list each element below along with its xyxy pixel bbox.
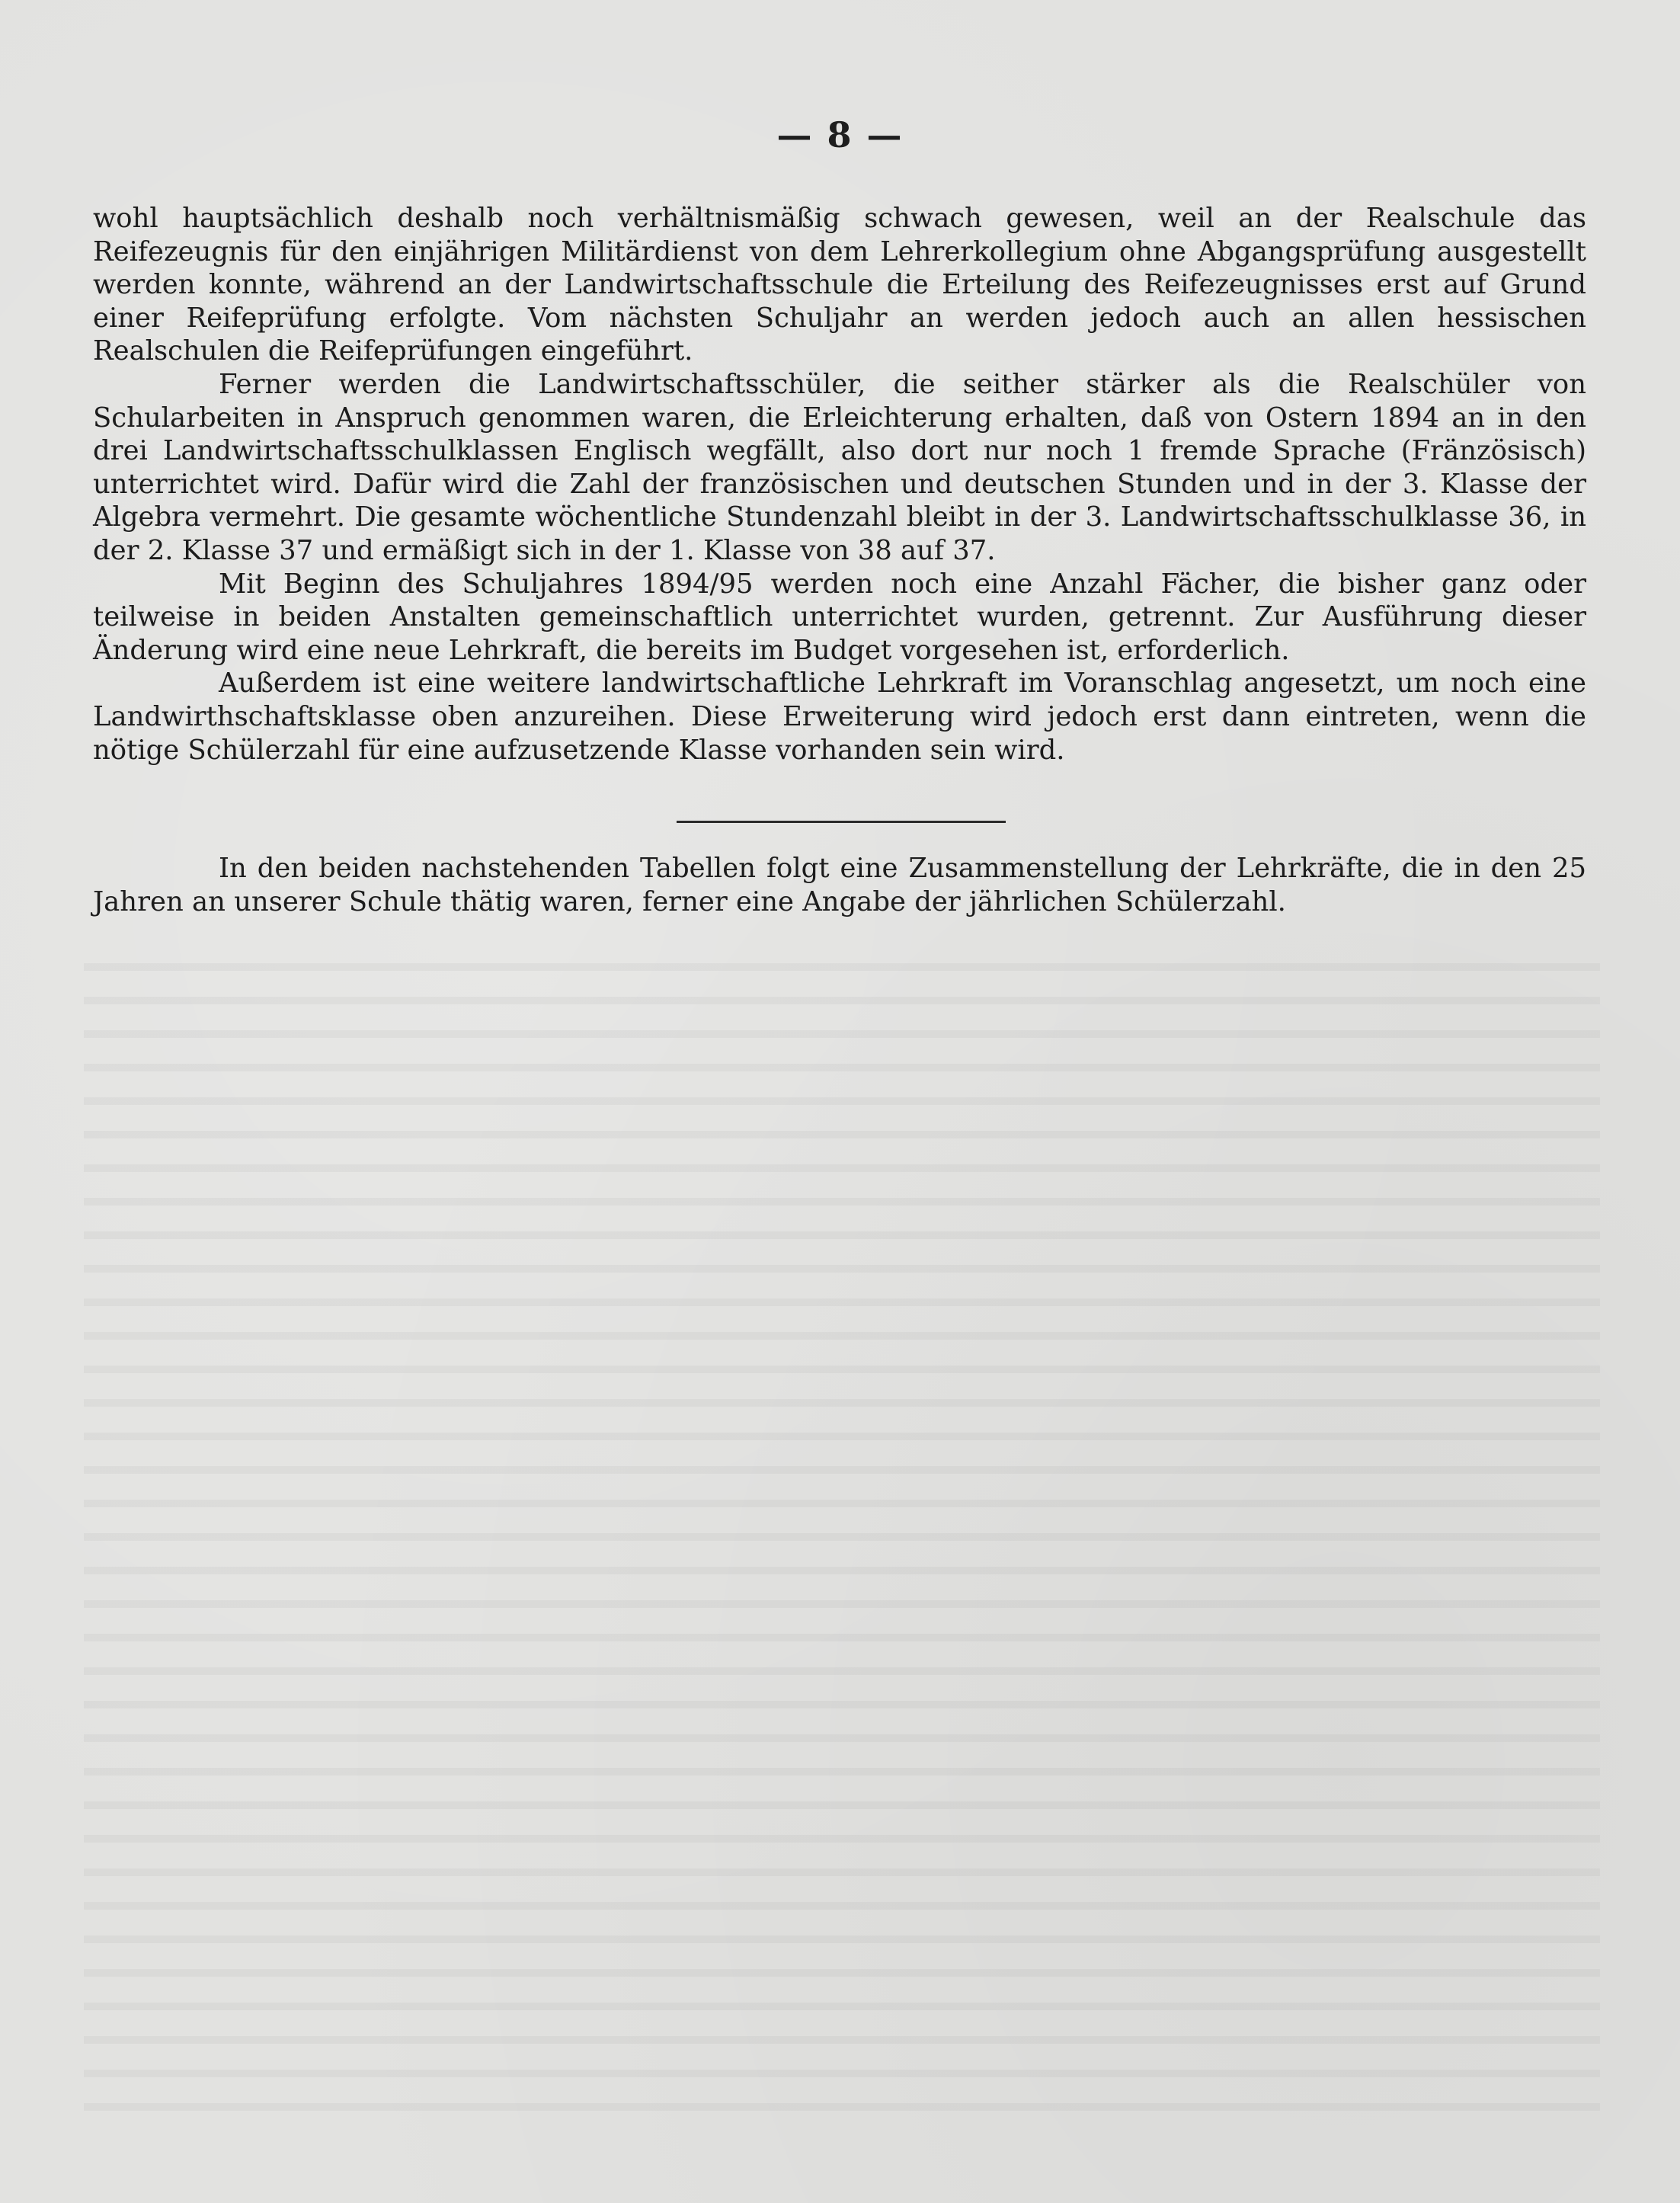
section-divider (677, 821, 1006, 823)
paragraph-tabellen: In den beiden nachstehenden Tabellen folgt eine Zusammenstellung der Lehrkräfte, die in den 25 Jahren an unserer Schule thätig waren, ferner eine Angabe der jährlichen Schülerzahl. (93, 853, 1586, 917)
page-number: — 8 — (776, 114, 904, 155)
paragraph-schuljahr-1894: Mit Beginn des Schuljahres 1894/95 werden noch eine Anzahl Fächer, die bisher ganz oder teilweise in beiden Anstalten gemeinschaftlich unterrichtet wurden, getrennt. Zur Ausführung dieser Änderung wird eine neue Lehrkraft, die bereits im Budget vorgesehen ist, erforderlich. (93, 568, 1586, 666)
bleed-through-texture (84, 945, 1600, 2134)
paragraph-lehrkraft: Außerdem ist eine weitere landwirtschaftliche Lehrkraft im Voranschlag angesetzt, um noch eine Landwirthschaftsklasse oben anzureihen. Diese Erweiterung wird jedoch erst dann eintreten, wenn die nötige Schülerzahl für eine aufzusetzende Klasse vorhanden sein wird. (93, 668, 1586, 766)
main-text (93, 202, 1586, 767)
closing-text (93, 852, 1586, 918)
paragraph-landwirtschaftsschueler: Ferner werden die Landwirtschaftsschüler, die seither stärker als die Realschüler von Schularbeiten in Anspruch genommen waren, die Erleichterung erhalten, daß von Ostern 1894 an in den drei Landwirtschaftsschulklassen Englisch wegfällt, also dort nur noch 1 fremde Sprache (Fränzösisch) unterrichtet wird. Dafür wird die Zahl der französischen und deutschen Stunden und in der 3. Klasse der Algebra vermehrt. Die gesamte wöchentliche Stundenzahl bleibt in der 3. Landwirtschaftsschulklasse 36, in der 2. Klasse 37 und ermäßigt sich in der 1. Klasse von 38 auf 37. (93, 368, 1586, 566)
paragraph-continuation: wohl hauptsächlich deshalb noch verhältnismäßig schwach gewesen, weil an der Realschule das Reifezeugnis für den einjährigen Militärdienst von dem Lehrerkollegium ohne Abgangsprüfung ausgestellt werden konnte, während an der Landwirtschaftsschule die Erteilung des Reifezeugnisses erst auf Grund einer Reifeprüfung erfolgte. Vom nächsten Schuljahr an werden jedoch auch an allen hessischen Realschulen die Reifeprüfungen eingeführt. (93, 203, 1586, 367)
